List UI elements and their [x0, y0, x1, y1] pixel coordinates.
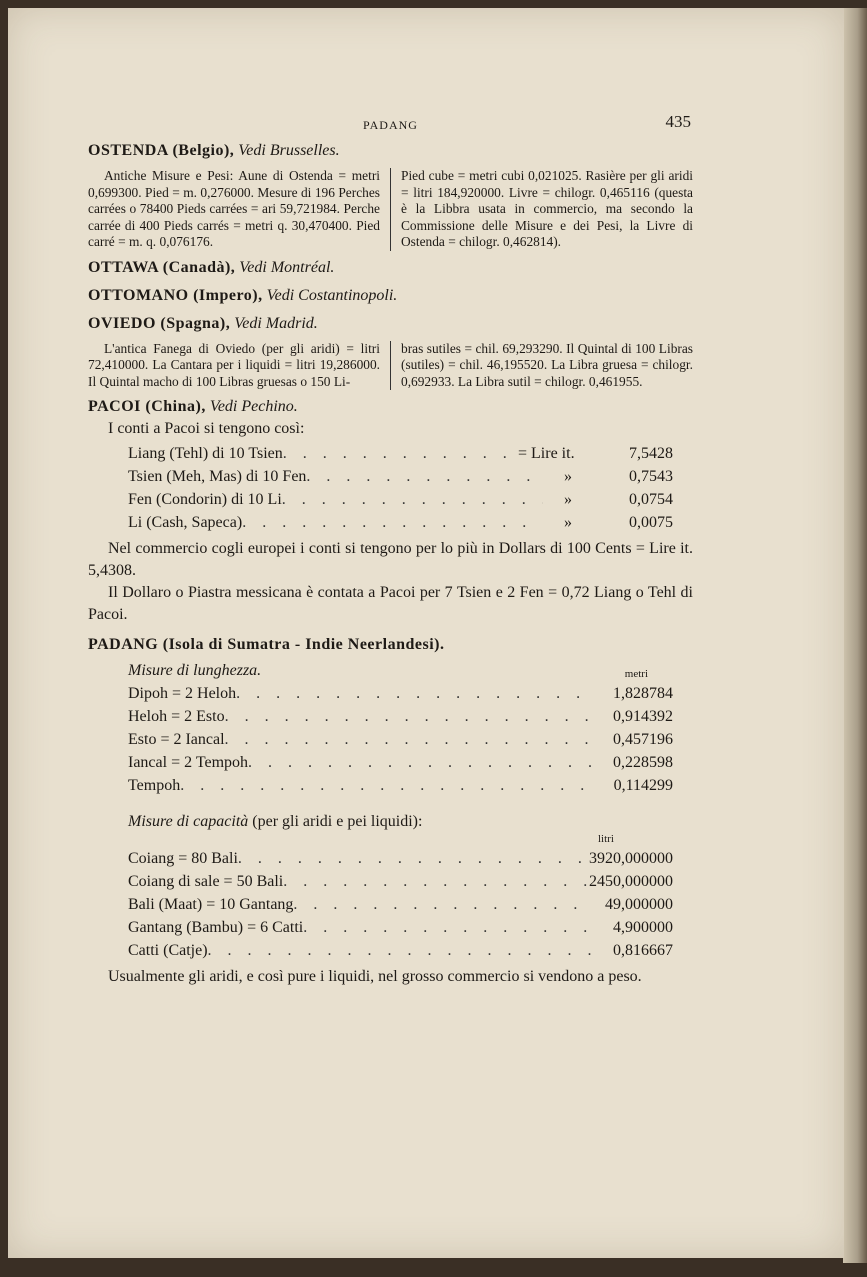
table-row: Liang (Tehl) di 10 Tsien . . . = Lire it. 7,5428	[128, 442, 673, 465]
table-row: Li (Cash, Sapeca) . . . » 0,0075	[128, 511, 673, 534]
page-content	[88, 108, 693, 988]
entry-padang	[88, 634, 693, 656]
table-row: Tempoh . . . 0,114299	[128, 774, 673, 797]
length-table	[128, 682, 673, 797]
entry-ref: Vedi Montréal.	[239, 258, 335, 276]
entry-title: OVIEDO (Spagna),	[88, 314, 231, 332]
table-row: Heloh = 2 Esto . . . 0,914392	[128, 705, 673, 728]
entry-ottomano	[88, 285, 693, 307]
table-row: Esto = 2 Iancal . . . 0,457196	[128, 728, 673, 751]
oviedo-columns	[88, 341, 693, 391]
table-row: Catti (Catje) . . . 0,816667	[128, 939, 673, 962]
book-page	[8, 8, 844, 1258]
oviedo-left: L'antica Fanega di Oviedo (per gli aridi) = litri 72,410000. La Cantara per i liquidi = litri 19,286000. Il Quintal macho di 100 Libras gruesas o 150 Li-	[88, 340, 380, 389]
table-row: Tsien (Meh, Mas) di 10 Fen . . . » 0,7543	[128, 465, 673, 488]
entry-ottawa	[88, 257, 693, 279]
entry-ref: Vedi Costantinopoli.	[266, 286, 398, 304]
entry-title: OTTAWA (Canadà),	[88, 258, 236, 276]
table-row: Iancal = 2 Tempoh . . . 0,228598	[128, 751, 673, 774]
capacity-table	[128, 847, 673, 962]
ostenda-right: Pied cube = metri cubi 0,021025. Rasière per gli aridi = litri 184,920000. Livre = chilogr. 0,465116 (questa è la Libbra usata in commercio, ma secondo la Commissione delle Misure e dei Pesi, la Livre di Ostenda = chilogr. 0,462814).	[401, 168, 693, 249]
page-number: 435	[665, 112, 691, 131]
pacoi-para2: Il Dollaro o Piastra messicana è contata a Pacoi per 7 Tsien e 2 Fen = 0,72 Liang o Tehl di Pacoi.	[88, 584, 693, 623]
table-row: Gantang (Bambu) = 6 Catti . . . 4,900000	[128, 916, 673, 939]
capacity-heading: Misure di capacità (per gli aridi e pei liquidi):	[128, 813, 423, 830]
length-heading: Misure di lunghezza. metri	[128, 662, 648, 680]
entry-ref: Vedi Madrid.	[234, 314, 318, 332]
oviedo-right: bras sutiles = chil. 69,293290. Il Quintal di 100 Libras (sutiles) = chil. 46,195520. La Libra gruesa = chilogr. 0,692933. La Libra sutil = chilogr. 0,461955.	[401, 340, 693, 389]
length-unit: metri	[624, 668, 648, 680]
entry-ref: Vedi Pechino.	[209, 398, 298, 415]
entry-ostenda	[88, 140, 693, 162]
table-row: Dipoh = 2 Heloh . . . 1,828784	[128, 682, 673, 705]
entry-oviedo	[88, 313, 693, 335]
pacoi-intro: I conti a Pacoi si tengono così:	[108, 420, 305, 437]
padang-closing: Usualmente gli aridi, e così pure i liquidi, nel grosso commercio si vendono a peso.	[108, 968, 642, 985]
capacity-unit: litri	[598, 833, 614, 845]
entry-title: OTTOMANO (Impero),	[88, 286, 263, 304]
running-title: PADANG	[363, 118, 418, 132]
entry-ref: Vedi Brusselles.	[238, 142, 340, 159]
table-row: Fen (Condorin) di 10 Li . . . » 0,0754	[128, 488, 673, 511]
pacoi-table	[128, 442, 673, 534]
table-row: Coiang di sale = 50 Bali . . . 2450,000000	[128, 870, 673, 893]
ostenda-left: Antiche Misure e Pesi: Aune di Ostenda = metri 0,699300. Pied = m. 0,276000. Mesure di 196 Perches carrées o 78400 Pieds carrées = ari 59,721984. Perche carrée di 400 Pieds carrés = metri q. 30,470400. Pied carré = m. q. 0,076176.	[88, 168, 380, 249]
entry-title: PADANG (Isola di Sumatra - Indie Neerlandesi).	[88, 636, 445, 653]
table-row: Coiang = 80 Bali . . . 3920,000000	[128, 847, 673, 870]
page-edge	[843, 8, 867, 1263]
entry-title: PACOI (China),	[88, 398, 206, 415]
pacoi-para1: Nel commercio cogli europei i conti si tengono per lo più in Dollars di 100 Cents = Lire it. 5,4308.	[88, 540, 693, 579]
page-header	[88, 108, 693, 134]
ostenda-columns	[88, 168, 693, 251]
table-row: Bali (Maat) = 10 Gantang . . . 49,000000	[128, 893, 673, 916]
entry-title: OSTENDA (Belgio),	[88, 142, 235, 159]
entry-pacoi	[88, 396, 693, 418]
